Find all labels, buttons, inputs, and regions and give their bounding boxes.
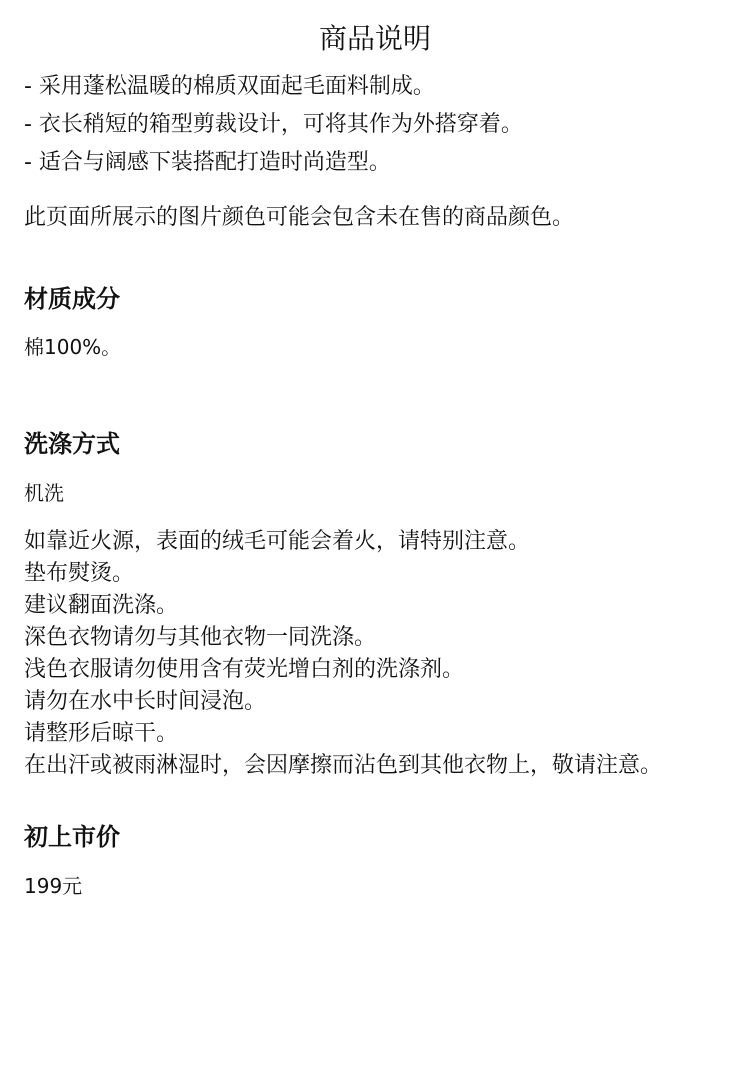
washing-section xyxy=(24,428,726,782)
washing-instruction: 如靠近火源，表面的绒毛可能会着火，请特别注意。 xyxy=(24,529,531,554)
material-value: 棉100%。 xyxy=(24,335,122,359)
page-title: 商品说明 xyxy=(318,22,431,55)
washing-instruction: 建议翻面洗涤。 xyxy=(24,593,179,618)
color-disclaimer: 此页面所展示的图片颜色可能会包含未在售的商品颜色。 xyxy=(24,205,575,230)
material-heading: 材质成分 xyxy=(24,285,120,313)
washing-instruction: 请整形后晾干。 xyxy=(24,721,179,746)
washing-instruction: 垫布熨烫。 xyxy=(24,561,135,586)
feature-item: - 采用蓬松温暖的棉质双面起毛面料制成。 xyxy=(24,74,435,99)
feature-item: - 适合与阔感下装搭配打造时尚造型。 xyxy=(24,150,391,175)
washing-instructions xyxy=(24,526,726,782)
washing-instruction: 浅色衣服请勿使用含有荧光增白剂的洗涤剂。 xyxy=(24,657,465,682)
price-heading: 初上市价 xyxy=(24,823,120,851)
material-section xyxy=(24,283,726,362)
washing-method: 机洗 xyxy=(24,481,64,505)
price-section xyxy=(24,821,726,901)
washing-heading: 洗涤方式 xyxy=(24,430,120,458)
washing-instruction: 在出汗或被雨淋湿时，会因摩擦而沾色到其他衣物上，敬请注意。 xyxy=(24,753,663,778)
feature-list xyxy=(24,68,726,182)
price-value: 199元 xyxy=(24,874,83,898)
feature-item: - 衣长稍短的箱型剪裁设计，可将其作为外搭穿着。 xyxy=(24,112,523,137)
washing-instruction: 请勿在水中长时间浸泡。 xyxy=(24,689,267,714)
washing-instruction: 深色衣物请勿与其他衣物一同洗涤。 xyxy=(24,625,377,650)
